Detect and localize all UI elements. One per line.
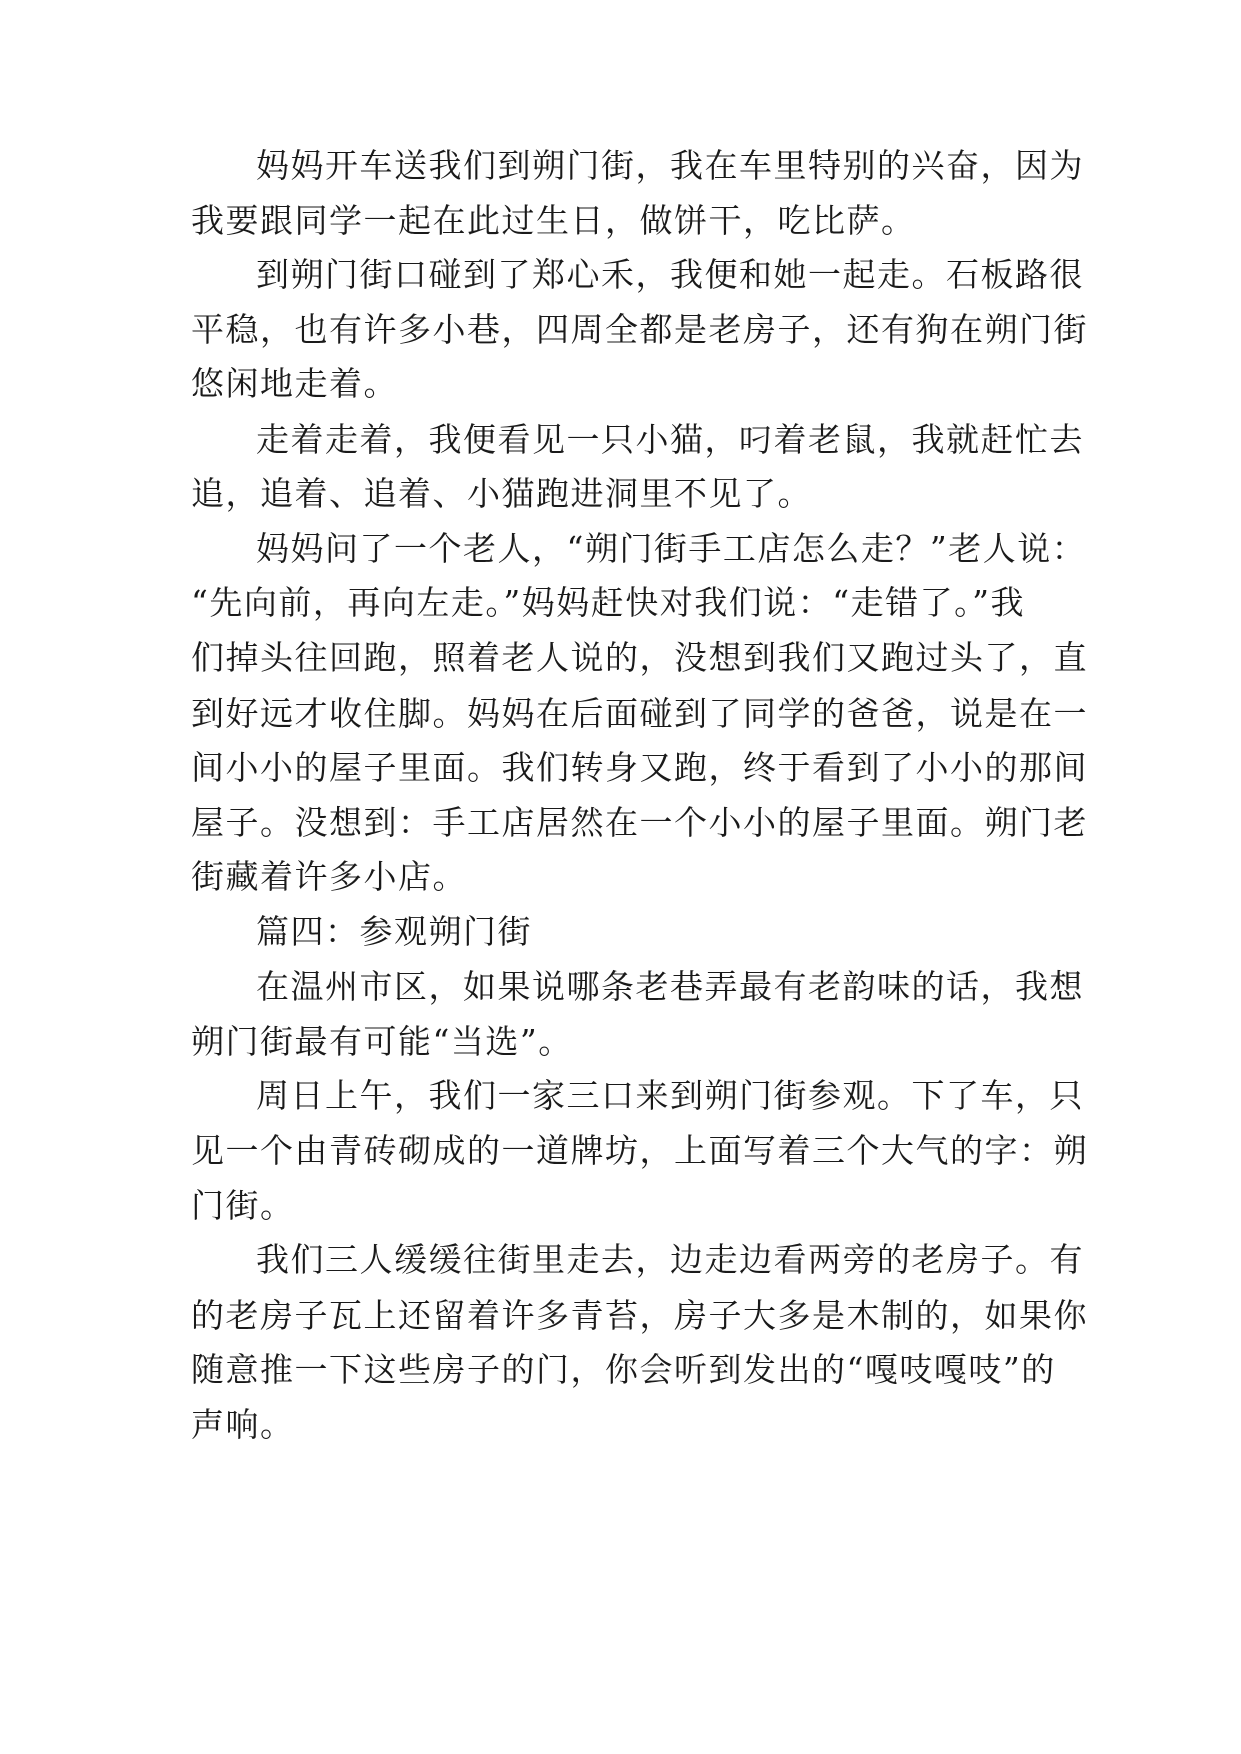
text-line: 追，追着、追着、小猫跑进洞里不见了。	[191, 474, 812, 513]
text-line: 我要跟同学一起在此过生日，做饼干，吃比萨。	[191, 201, 916, 240]
text-line: 悠闲地走着。	[191, 364, 398, 403]
text-line: 走着走着，我便看见一只小猫，叼着老鼠，我就赶忙去	[256, 420, 1084, 459]
text-line: 的老房子瓦上还留着许多青苔，房子大多是木制的，如果你	[191, 1296, 1088, 1335]
text-line: 我们三人缓缓往街里走去，边走边看两旁的老房子。有	[256, 1240, 1084, 1279]
section-heading: 篇四：参观朔门街	[256, 912, 532, 951]
text-line: 间小小的屋子里面。我们转身又跑，终于看到了小小的那间	[191, 748, 1088, 787]
text-line: 妈妈问了一个老人，“朔门街手工店怎么走？”老人说：	[256, 529, 1087, 568]
text-line: 屋子。没想到：手工店居然在一个小小的屋子里面。朔门老	[191, 803, 1088, 842]
text-line: 周日上午，我们一家三口来到朔门街参观。下了车，只	[256, 1076, 1084, 1115]
text-line: 在温州市区，如果说哪条老巷弄最有老韵味的话，我想	[256, 967, 1084, 1006]
text-line: 见一个由青砖砌成的一道牌坊，上面写着三个大气的字：朔	[191, 1131, 1088, 1170]
text-line: 门街。	[191, 1186, 295, 1225]
text-line: 朔门街最有可能“当选”。	[191, 1022, 573, 1061]
text-line: 们掉头往回跑，照着老人说的，没想到我们又跑过头了，直	[191, 638, 1088, 677]
text-line: 随意推一下这些房子的门，你会听到发出的“嘎吱嘎吱”的	[191, 1350, 1056, 1389]
text-line: 到朔门街口碰到了郑心禾，我便和她一起走。石板路很	[256, 255, 1084, 294]
text-line: 妈妈开车送我们到朔门街，我在车里特别的兴奋，因为	[256, 146, 1084, 185]
text-line: 到好远才收住脚。妈妈在后面碰到了同学的爸爸，说是在一	[191, 694, 1088, 733]
text-line: 声响。	[191, 1405, 295, 1444]
text-line: “先向前，再向左走。”妈妈赶快对我们说：“走错了。”我	[191, 583, 1025, 622]
text-line: 平稳，也有许多小巷，四周全都是老房子，还有狗在朔门街	[191, 310, 1088, 349]
text-line: 街藏着许多小店。	[191, 857, 467, 896]
